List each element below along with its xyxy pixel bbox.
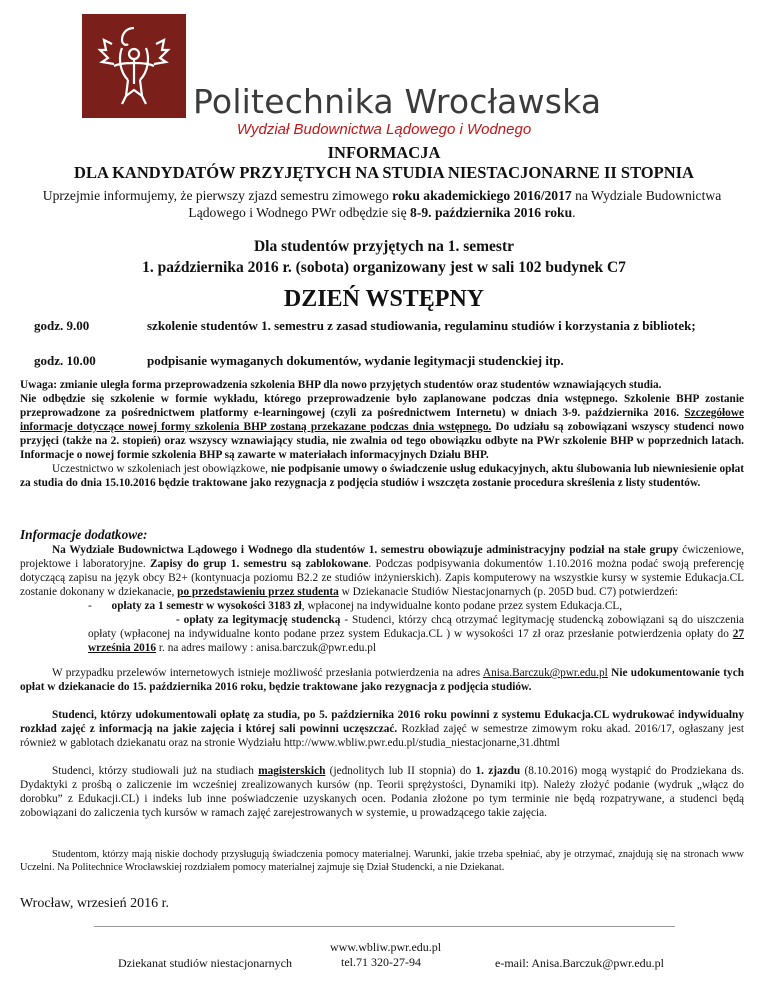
additional-heading: Informacje dodatkowe: [20, 527, 148, 542]
fee-item: - opłaty za legitymację studencką - Studenci, którzy chcą otrzymać legitymację studencką zobowiązani są do uiszczenia opłaty (wpłaconej na indywidualne konto podane przez system Edukacja.CL ) w wysokości 17 zł oraz przesłanie potwierdzenia opłaty do 27 września 2016 r. na adres mailowy : anisa.barczuk@pwr.edu.pl [88, 614, 744, 654]
bhp-notice [20, 378, 744, 490]
notice-line: Nie odbędzie się szkolenie w formie wykładu, którego przeprowadzenie było zaplanowane podczas dnia wstępnego. Szkolenie BHP zostanie przeprowadzone za pośrednictwem platformy e-learningowej (czyli za pośrednictwem Internetu) w dniach 3-9. października 2016. Szczegółowe informacje dotyczące nowej formy szkolenia BHP zostaną przekazane podczas dnia wstępnego. Do udziału są zobowiązani wszyscy studenci nowo przyjęci (także na 2. stopień) oraz wszyscy wznawiający studia, nie zwalnia od tego obowiązku odbyte na PWr szkolenie BHP w poprzednich latach. Informacje o nowej formie szkolenia BHP są zawarte w materiałach informacyjnych Działu BHP. [20, 393, 744, 461]
schedule-description: podpisanie wymaganych dokumentów, wydanie legitymacji studenckiej itp. [147, 353, 564, 368]
university-name: Politechnika Wrocławska [193, 82, 602, 121]
masters-paragraph: Studenci, którzy studiowali już na studiach magisterskich (jednolitych lub II stopnia) do 1. zjazdu (8.10.2016) mogą wystąpić do Prodziekana ds. Dydaktyki z prośbą o zaliczenie im wcześniej zrealizowanych kursów (np. Teorii sprężystości, Dynamiki itp). Należy złożyć podanie (wydruk „włącz do dorobku” z Edukacji.CL) i indeks lub inne poświadczenie uzyskanych ocen. Podania złożone po tym terminie nie będą rozpatrywane, a studenci będą zobowiązani do zaliczenia tych kursów w ramach zajęć zarejestrowanych w systemie, u prowadzącego takie zajęcia. [20, 765, 744, 819]
groups-paragraph: Na Wydziale Budownictwa Lądowego i Wodnego dla studentów 1. semestru obowiązuje administracyjny podział na stałe grupy ćwiczeniowe, projektowe i laboratoryjne. Zapisy do grup 1. semestru są zablokowane. Podczas podpisywania dokumentów 1.10.2016 można podać swoją preferencję dotyczącą zapisu na język obcy B2+ (kontynuacja poziomu B2.2 ze studiów inżynierskich). Zapis komputerowy na wszystkie kursy w systemie Edukacja.CL zostanie dokonany w dziekanacie, po przedstawieniu przez studenta w Dziekanacie Studiów Niestacjonarnych (p. 205D bud. C7) potwierdzeń: - opłaty za 1 semestr w wysokości 3183 zł, wpłaconej na indywidualne konto podane przez system Edukacja.CL, - opłaty za legitymację studencką - Studenci, którzy chcą otrzymać legitymację studencką zobowiązani są do uiszczenia opłaty (wpłaconej na indywidualne konto podane przez system Edukacja.CL ) w wysokości 17 zł oraz przesłanie potwierdzenia opłaty do 27 września 2016 r. na adres mailowy : anisa.barczuk@pwr.edu.pl [20, 544, 744, 654]
notice-line: Uczestnictwo w szkoleniach jest obowiązkowe, nie podpisanie umowy o świadczenie usług edukacyjnych, aktu ślubowania lub niewniesienie opłat za studia do dnia 15.10.2016 będzie traktowane jako rezygnacja z podjęcia studiów i wszczęta zostanie procedura skreślenia z listy studentów. [20, 463, 744, 489]
place-date: Wrocław, wrzesień 2016 r. [20, 896, 169, 911]
university-logo [82, 14, 186, 118]
footer-divider [94, 926, 675, 927]
transfers-paragraph: W przypadku przelewów internetowych istnieje możliwość przesłania potwierdzenia na adres Anisa.Barczuk@pwr.edu.pl Nie udokumentowanie tych opłat w dziekanacie do 15. października 2016 roku, będzie traktowane jako rezygnacja z podjęcia studiów. [20, 667, 744, 693]
email-link[interactable]: Anisa.Barczuk@pwr.edu.pl [482, 667, 608, 679]
faculty-name: Wydział Budownictwa Lądowego i Wodnego [236, 121, 532, 138]
first-semester-line1: Dla studentów przyjętych na 1. semestr [253, 238, 515, 255]
financial-aid-paragraph: Studentom, którzy mają niskie dochody przysługują świadczenia pomocy materialnej. Warunki, jakie trzeba spełniać, aby je otrzymać, znajdują się na stronach www Uczelni. Na Politechnice Wrocławskiej rozdziałem pomocy materialnej zajmuje się Dział Studencki, a nie Dziekanat. [20, 849, 744, 873]
eagle-crest-icon [82, 14, 186, 118]
intro-paragraph: Uprzejmie informujemy, że pierwszy zjazd semestru zimowego roku akademickiego 2016/2017 na Wydziale Budownictwa Lądowego i Wodnego PWr odbędzie się 8-9. października 2016 roku. [42, 188, 722, 220]
first-semester-line2: 1. października 2016 r. (sobota) organizowany jest w sali 102 budynek C7 [142, 259, 626, 276]
intro-day-title: DZIEŃ WSTĘPNY [283, 286, 485, 312]
footer-website[interactable]: www.wbliw.pwr.edu.pl [330, 940, 442, 954]
footer-office: Dziekanat studiów niestacjonarnych [118, 956, 292, 970]
doc-title-line2: DLA KANDYDATÓW PRZYJĘTYCH NA STUDIA NIESTACJONARNE II STOPNIA [74, 163, 694, 182]
schedule-paragraph: Studenci, którzy udokumentowali opłatę za studia, po 5. października 2016 roku powinni z systemu Edukacja.CL wydrukować indywidualny rozkład zajęć z informacją na jakie zajęcia i której sali powinni uczęszczać. Rozkład zajęć w semestrze zimowym roku akad. 2016/17, ogłaszany jest również w gablotach dziekanatu oraz na stronie Wydziału http://www.wbliw.pwr.edu.pl/studia_niestacjonarne,31.dhtml [20, 709, 744, 749]
doc-title-line1: INFORMACJA [327, 143, 441, 162]
schedule-time: godz. 10.00 [34, 353, 96, 368]
footer-phone: tel.71 320-27-94 [341, 955, 421, 969]
notice-line: Uwaga: zmianie uległa forma przeprowadzenia szkolenia BHP dla nowo przyjętych studentów oraz studentów wznawiających studia. [20, 379, 662, 391]
schedule-time: godz. 9.00 [34, 318, 90, 333]
fee-item: - opłaty za 1 semestr w wysokości 3183 zł, wpłaconej na indywidualne konto podane przez system Edukacja.CL, [88, 600, 623, 612]
schedule-description: szkolenie studentów 1. semestru z zasad studiowania, regulaminu studiów i korzystania z bibliotek; [147, 318, 696, 333]
footer-email[interactable]: e-mail: Anisa.Barczuk@pwr.edu.pl [495, 956, 665, 970]
